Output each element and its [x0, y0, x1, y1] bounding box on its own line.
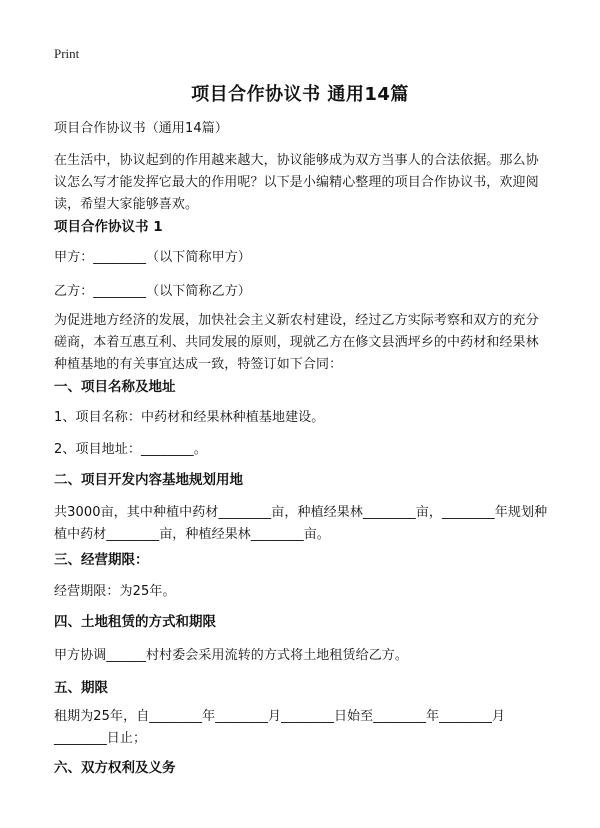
- document-title: 项目合作协议书 通用14篇: [191, 84, 409, 105]
- content-2: 共3000亩，其中种植中药材________亩，种植经果林________亩，________年规划种植中药材________亩，种植经果林________亩。: [54, 505, 548, 542]
- content-3: 经营期限：为25年。: [54, 584, 176, 599]
- heading-5: 五、期限: [54, 680, 108, 696]
- party-a: 甲方：________（以下简称甲方）: [54, 250, 251, 265]
- preamble-paragraph: 为促进地方经济的发展，加快社会主义新农村建设，经过乙方实际考察和双方的充分磋商，本着互惠互利、共同发展的原则，现就乙方在修文县洒坪乡的中药材和经果林种植基地的有关事宜达成一致，特签订如下合同：: [54, 313, 539, 372]
- item-1: 1、项目名称：中药材和经果林种植基地建设。: [54, 410, 325, 425]
- heading-1: 一、项目名称及地址: [54, 379, 176, 395]
- intro-paragraph: 在生活中，协议起到的作用越来越大，协议能够成为双方当事人的合法依据。那么协议怎么写才能发挥它最大的作用呢？以下是小编精心整理的项目合作协议书，欢迎阅读，希望大家能够喜欢。: [54, 153, 539, 212]
- content-5: 租期为25年，自________年________月________日始至________年________月________日止；: [54, 709, 506, 746]
- section-title: 项目合作协议书 1: [54, 219, 163, 235]
- heading-4: 四、土地租赁的方式和期限: [54, 614, 216, 630]
- content-4: 甲方协调______村村委会采用流转的方式将土地租赁给乙方。: [54, 648, 409, 663]
- item-2: 2、项目地址：________。: [54, 442, 207, 457]
- heading-6: 六、双方权利及义务: [54, 760, 176, 776]
- heading-3: 三、经营期限：: [54, 552, 149, 568]
- subtitle: 项目合作协议书（通用14篇）: [54, 121, 228, 136]
- print-link[interactable]: Print: [54, 46, 80, 61]
- heading-2: 二、项目开发内容基地规划用地: [54, 472, 243, 488]
- party-b: 乙方：________（以下简称乙方）: [54, 284, 251, 299]
